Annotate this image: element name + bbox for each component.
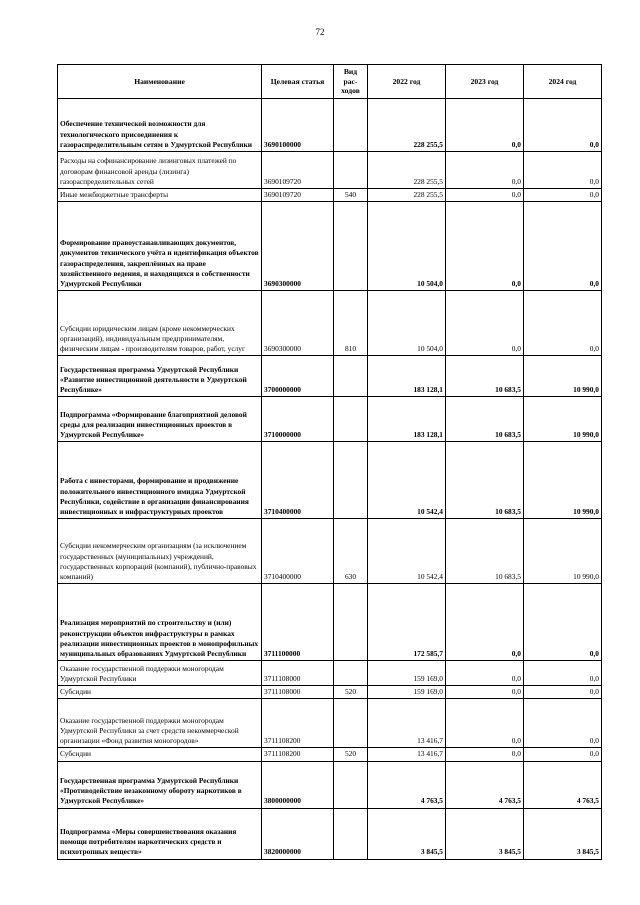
row-name: Субсидии некоммерческим организациям (за исключением государственных (муниципальных) учреждений, государственных корпораций (компаний), публично-правовых компаний): [58, 519, 262, 584]
row-value-2023: 3 845,5: [446, 808, 524, 859]
row-value-2024: 10 990,0: [524, 442, 602, 519]
row-value-2022: 10 542,4: [368, 519, 446, 584]
table-row: [58, 397, 602, 442]
row-name: Работа с инвесторами, формирование и продвижение положительного инвестиционного имиджа Удмуртской Республики, содействие в организации финансирования инвестиционных и инфраструктурных проектов: [58, 442, 262, 519]
row-name: Расходы на софинансирование лизинговых платежей по договорам финансовой аренды (лизинга) газораспределительных сетей: [58, 152, 262, 189]
row-target-code: 3690109720: [262, 152, 334, 189]
row-value-2023: 10 683,5: [446, 356, 524, 397]
table-row: [58, 699, 602, 748]
row-target-code: 3710400000: [262, 519, 334, 584]
row-value-2022: 228 255,5: [368, 99, 446, 152]
row-expense-type: [334, 99, 368, 152]
row-name: Формирование правоустанавливающих документов, документов технического учёта и идентификация объектов газораспределения, закреплённых на праве хозяйственного ведения, и находящихся в собственности Удмуртской Республики: [58, 202, 262, 291]
row-target-code: 3800000000: [262, 761, 334, 808]
row-value-2022: 159 169,0: [368, 686, 446, 699]
row-name: Подпрограмма «Меры совершенствования оказания помощи потребителям наркотических средств и психотропных веществ»: [58, 808, 262, 859]
row-value-2023: 0,0: [446, 584, 524, 661]
row-name: Государственная программа Удмуртской Республики «Развитие инвестиционной деятельности в Удмуртской Республике»: [58, 356, 262, 397]
table-row: [58, 686, 602, 699]
row-value-2023: 0,0: [446, 202, 524, 291]
row-value-2024: 10 990,0: [524, 356, 602, 397]
table-row: [58, 661, 602, 686]
table-row: [58, 761, 602, 808]
row-name: Оказание государственной поддержки моногородам Удмуртской Республики: [58, 661, 262, 686]
row-value-2023: 10 683,5: [446, 397, 524, 442]
table-row: [58, 519, 602, 584]
row-value-2022: 10 542,4: [368, 442, 446, 519]
row-value-2024: 0,0: [524, 152, 602, 189]
row-value-2022: 228 255,5: [368, 152, 446, 189]
row-value-2022: 10 504,0: [368, 291, 446, 356]
row-value-2023: 0,0: [446, 699, 524, 748]
table-row: [58, 808, 602, 859]
row-name: Оказание государственной поддержки моногородам Удмуртской Республики за счет средств некоммерческой организации «Фонд развития моногородов»: [58, 699, 262, 748]
row-value-2023: 0,0: [446, 661, 524, 686]
row-name: Субсидии: [58, 748, 262, 761]
row-value-2023: 0,0: [446, 152, 524, 189]
row-value-2023: 10 683,5: [446, 442, 524, 519]
row-target-code: 3711108000: [262, 686, 334, 699]
row-value-2022: 172 585,7: [368, 584, 446, 661]
row-value-2024: 0,0: [524, 748, 602, 761]
row-expense-type: 540: [334, 189, 368, 202]
row-name: Иные межбюджетные трансферты: [58, 189, 262, 202]
row-target-code: 3690300000: [262, 291, 334, 356]
row-value-2023: 0,0: [446, 748, 524, 761]
row-target-code: 3700000000: [262, 356, 334, 397]
table-row: [58, 442, 602, 519]
row-expense-type: [334, 761, 368, 808]
row-expense-type: 630: [334, 519, 368, 584]
row-value-2022: 3 845,5: [368, 808, 446, 859]
row-value-2022: 228 255,5: [368, 189, 446, 202]
row-value-2024: 0,0: [524, 291, 602, 356]
budget-table: [57, 64, 602, 860]
row-target-code: 3710000000: [262, 397, 334, 442]
row-name: Обеспечение технической возможности для технологического присоединения к газораспределительным сетям в Удмуртской Республики: [58, 99, 262, 152]
row-value-2024: 0,0: [524, 661, 602, 686]
row-target-code: 3711108200: [262, 748, 334, 761]
row-value-2023: 10 683,5: [446, 519, 524, 584]
row-target-code: 3711108200: [262, 699, 334, 748]
row-expense-type: 810: [334, 291, 368, 356]
row-value-2022: 4 763,5: [368, 761, 446, 808]
row-target-code: 3711100000: [262, 584, 334, 661]
table-row: [58, 152, 602, 189]
table-row: [58, 202, 602, 291]
row-value-2024: 0,0: [524, 189, 602, 202]
row-target-code: 3690109720: [262, 189, 334, 202]
table-row: [58, 291, 602, 356]
header-2022: 2022 год: [368, 65, 446, 99]
row-expense-type: [334, 699, 368, 748]
row-value-2024: 0,0: [524, 202, 602, 291]
row-expense-type: [334, 442, 368, 519]
row-value-2024: 0,0: [524, 99, 602, 152]
row-value-2022: 183 128,1: [368, 356, 446, 397]
row-expense-type: [334, 808, 368, 859]
row-name: Субсидии: [58, 686, 262, 699]
row-value-2023: 0,0: [446, 291, 524, 356]
row-expense-type: [334, 584, 368, 661]
row-target-code: 3690300000: [262, 202, 334, 291]
table-row: [58, 748, 602, 761]
table-row: [58, 99, 602, 152]
row-value-2022: 183 128,1: [368, 397, 446, 442]
header-2024: 2024 год: [524, 65, 602, 99]
row-value-2023: 4 763,5: [446, 761, 524, 808]
row-value-2024: 3 845,5: [524, 808, 602, 859]
row-expense-type: [334, 356, 368, 397]
row-value-2024: 0,0: [524, 584, 602, 661]
row-name: Государственная программа Удмуртской Республики «Противодействие незаконному обороту наркотиков в Удмуртской Республике»: [58, 761, 262, 808]
header-target: Целевая статья: [262, 65, 334, 99]
table-row: [58, 189, 602, 202]
row-value-2022: 13 416,7: [368, 748, 446, 761]
row-value-2024: 10 990,0: [524, 397, 602, 442]
row-expense-type: [334, 397, 368, 442]
header-expense-type: Вид рас-ходов: [334, 65, 368, 99]
row-expense-type: [334, 202, 368, 291]
row-value-2023: 0,0: [446, 99, 524, 152]
row-value-2024: 4 763,5: [524, 761, 602, 808]
row-target-code: 3710400000: [262, 442, 334, 519]
row-name: Подпрограмма «Формирование благоприятной деловой среды для реализации инвестиционных проектов в Удмуртской Республике»: [58, 397, 262, 442]
row-value-2024: 0,0: [524, 686, 602, 699]
row-value-2024: 10 990,0: [524, 519, 602, 584]
row-target-code: 3690100000: [262, 99, 334, 152]
row-value-2024: 0,0: [524, 699, 602, 748]
row-value-2022: 159 169,0: [368, 661, 446, 686]
header-2023: 2023 год: [446, 65, 524, 99]
row-name: Реализация мероприятий по строительству и (или) реконструкции объектов инфраструктуры в рамках реализации инвестиционных проектов в монопрофильных муниципальных образованиях Удмуртской Республики: [58, 584, 262, 661]
row-value-2023: 0,0: [446, 189, 524, 202]
row-value-2023: 0,0: [446, 686, 524, 699]
row-expense-type: 520: [334, 686, 368, 699]
header-name: Наименование: [58, 65, 262, 99]
row-target-code: 3711108000: [262, 661, 334, 686]
row-target-code: 3820000000: [262, 808, 334, 859]
row-value-2022: 10 504,0: [368, 202, 446, 291]
page-number: 72: [315, 27, 325, 37]
row-expense-type: 520: [334, 748, 368, 761]
table-row: [58, 584, 602, 661]
row-name: Субсидии юридическим лицам (кроме некоммерческих организаций), индивидуальным предпринимателям, физическим лицам - производителям товаров, работ, услуг: [58, 291, 262, 356]
table-row: [58, 356, 602, 397]
header-row: [58, 65, 602, 99]
row-expense-type: [334, 661, 368, 686]
row-expense-type: [334, 152, 368, 189]
row-value-2022: 13 416,7: [368, 699, 446, 748]
